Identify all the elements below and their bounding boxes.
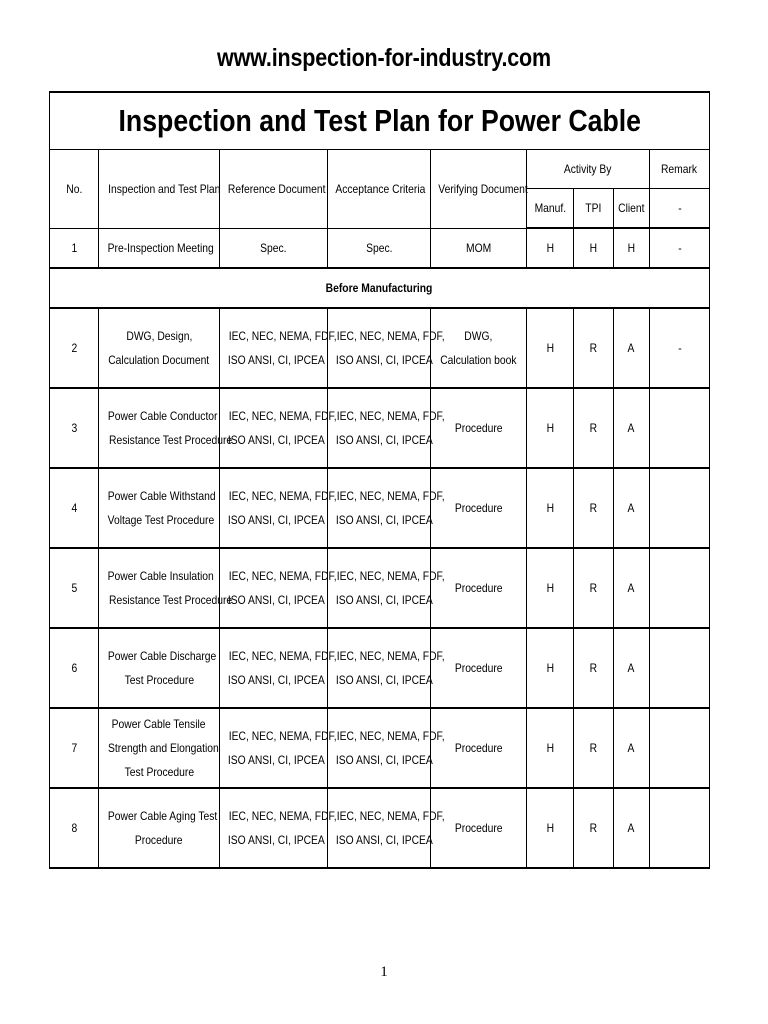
- row-acceptance: [328, 788, 445, 868]
- row-reference-line: IEC, NEC, NEMA, FDF,: [228, 649, 337, 663]
- header-client-label: Client: [618, 201, 645, 215]
- row-reference-line: IEC, NEC, NEMA, FDF,: [228, 729, 337, 743]
- row-tpi: [574, 308, 614, 388]
- row-plan-line: Resistance Test Procedure: [109, 433, 233, 447]
- row-manuf-text: H: [546, 821, 554, 835]
- row-plan-line: Power Cable Withstand: [107, 489, 216, 503]
- table-row: [50, 228, 710, 268]
- row-reference: [220, 228, 328, 268]
- row-tpi-text: R: [589, 741, 598, 755]
- row-no-text: 8: [71, 821, 77, 835]
- header-remark-sub-label: -: [677, 201, 682, 215]
- row-plan: [99, 468, 220, 548]
- header-verifying-label: Verifying Document: [438, 181, 528, 196]
- row-acceptance-line: ISO ANSI, CI, IPCEA: [335, 753, 433, 767]
- row-no: [50, 468, 99, 548]
- row-acceptance-line: IEC, NEC, NEMA, FDF,: [336, 409, 445, 423]
- row-tpi-text: R: [589, 661, 598, 675]
- row-verifying: [431, 468, 527, 548]
- header-acceptance-label: Acceptance Criteria: [335, 181, 426, 196]
- row-verifying-line: Procedure: [454, 661, 503, 675]
- row-verifying: [431, 388, 527, 468]
- row-no: [50, 308, 99, 388]
- row-remark: [650, 308, 710, 388]
- row-manuf-text: H: [546, 661, 554, 675]
- row-acceptance: [328, 628, 445, 708]
- row-manuf: [527, 468, 574, 548]
- row-reference: [220, 628, 337, 708]
- row-acceptance-line: ISO ANSI, CI, IPCEA: [335, 833, 433, 847]
- row-reference-line: ISO ANSI, CI, IPCEA: [227, 593, 325, 607]
- row-verifying-line: Procedure: [454, 421, 503, 435]
- row-plan-line: Test Procedure: [124, 673, 194, 687]
- row-reference-line: ISO ANSI, CI, IPCEA: [227, 433, 325, 447]
- row-plan: [99, 308, 220, 388]
- row-manuf: [527, 708, 574, 788]
- row-verifying-line: Calculation book: [440, 353, 517, 367]
- row-plan-line: Power Cable Conductor: [107, 409, 218, 423]
- row-acceptance: [328, 388, 445, 468]
- section-label: Before Manufacturing: [326, 281, 433, 295]
- row-verifying: [431, 308, 527, 388]
- row-no: [50, 708, 99, 788]
- row-reference: [220, 388, 337, 468]
- row-manuf: [527, 228, 574, 268]
- table-row: [50, 788, 710, 868]
- row-acceptance-line: IEC, NEC, NEMA, FDF,: [336, 809, 445, 823]
- row-acceptance-line: ISO ANSI, CI, IPCEA: [335, 673, 433, 687]
- table-row: [50, 308, 710, 388]
- row-tpi-text: H: [589, 241, 598, 255]
- site-url: www.inspection-for-industry.com: [217, 44, 551, 72]
- header-tpi: [574, 189, 614, 229]
- row-plan-line: DWG, Design,: [126, 329, 192, 343]
- row-tpi: [574, 708, 614, 788]
- row-client-text: A: [628, 581, 635, 595]
- table-title-cell: [50, 92, 710, 150]
- row-acceptance-line: IEC, NEC, NEMA, FDF,: [336, 489, 445, 503]
- row-verifying: [431, 708, 527, 788]
- row-client: [614, 468, 650, 548]
- row-acceptance-line: IEC, NEC, NEMA, FDF,: [336, 569, 445, 583]
- row-manuf-text: H: [546, 421, 554, 435]
- row-verifying: [431, 548, 527, 628]
- row-no-text: 2: [71, 341, 77, 355]
- section-row: [50, 268, 710, 308]
- header-activity-by-label: Activity By: [564, 162, 612, 176]
- row-verifying-line: DWG,: [464, 329, 493, 343]
- row-reference: [220, 308, 337, 388]
- table-row: [50, 628, 710, 708]
- header-reference: [220, 150, 328, 229]
- row-acceptance-line: ISO ANSI, CI, IPCEA: [335, 433, 433, 447]
- header-tpi-label: TPI: [585, 201, 602, 215]
- row-plan: [99, 388, 233, 468]
- row-reference: [220, 788, 337, 868]
- row-plan-line: Test Procedure: [124, 765, 194, 779]
- row-plan: [99, 548, 233, 628]
- row-acceptance: [328, 228, 431, 268]
- row-verifying-line: Procedure: [454, 501, 503, 515]
- row-remark: [650, 468, 710, 548]
- header-remark: [650, 150, 710, 189]
- row-acceptance-line: ISO ANSI, CI, IPCEA: [335, 593, 433, 607]
- row-verifying-line: Procedure: [454, 821, 503, 835]
- row-client: [614, 548, 650, 628]
- row-plan-line: Strength and Elongation: [108, 741, 219, 755]
- row-remark: [650, 788, 710, 868]
- row-manuf-text: H: [546, 341, 554, 355]
- row-plan: [99, 788, 220, 868]
- table-title: Inspection and Test Plan for Power Cable: [118, 103, 641, 138]
- row-no-text: 4: [71, 501, 77, 515]
- header-plan: [99, 150, 220, 229]
- row-plan-line: Power Cable Insulation: [107, 569, 214, 583]
- row-reference-line: ISO ANSI, CI, IPCEA: [227, 673, 325, 687]
- row-tpi: [574, 468, 614, 548]
- table-row: [50, 468, 710, 548]
- table-row: [50, 548, 710, 628]
- row-tpi-text: R: [589, 421, 598, 435]
- row-acceptance-line: ISO ANSI, CI, IPCEA: [335, 353, 433, 367]
- header-manuf: [527, 189, 574, 229]
- row-acceptance-line: ISO ANSI, CI, IPCEA: [335, 513, 433, 527]
- row-reference-line: ISO ANSI, CI, IPCEA: [227, 833, 325, 847]
- row-no-text: 6: [71, 661, 77, 675]
- row-plan: [99, 628, 220, 708]
- header-acceptance: [328, 150, 431, 229]
- row-tpi: [574, 388, 614, 468]
- row-acceptance: [328, 548, 445, 628]
- row-no: [50, 628, 99, 708]
- row-manuf: [527, 388, 574, 468]
- row-acceptance: [328, 468, 445, 548]
- header-remark-sub: [650, 189, 710, 229]
- row-client: [614, 228, 650, 268]
- table-row: [50, 388, 710, 468]
- row-manuf-text: H: [546, 741, 554, 755]
- row-manuf-text: H: [546, 501, 554, 515]
- row-no: [50, 548, 99, 628]
- row-verifying: [431, 628, 527, 708]
- row-plan-text: Pre-Inspection Meeting: [107, 240, 214, 255]
- row-tpi-text: R: [589, 341, 598, 355]
- row-plan-line: Procedure: [135, 833, 183, 847]
- row-verifying: [431, 228, 527, 268]
- row-client-text: A: [628, 821, 635, 835]
- row-client-text: A: [628, 341, 635, 355]
- row-remark: [650, 708, 710, 788]
- row-no-text: 3: [71, 421, 77, 435]
- header-manuf-label: Manuf.: [534, 201, 566, 215]
- header-plan-label: Inspection and Test Plan: [108, 181, 221, 196]
- header-verifying: [431, 150, 527, 229]
- row-no-text: 5: [71, 581, 77, 595]
- row-client-text: H: [627, 241, 636, 255]
- row-no-text: 1: [71, 240, 77, 255]
- row-plan-line: Power Cable Tensile: [112, 717, 206, 731]
- row-reference: [220, 468, 337, 548]
- row-reference-line: IEC, NEC, NEMA, FDF,: [228, 569, 337, 583]
- row-client-text: A: [628, 501, 635, 515]
- row-client-text: A: [628, 661, 635, 675]
- row-remark: [650, 628, 710, 708]
- row-tpi: [574, 228, 614, 268]
- row-acceptance-line: IEC, NEC, NEMA, FDF,: [336, 729, 445, 743]
- header-activity-by: [527, 150, 650, 189]
- row-plan-line: Voltage Test Procedure: [107, 513, 215, 527]
- row-tpi: [574, 548, 614, 628]
- row-remark: [650, 548, 710, 628]
- row-acceptance-text: Spec.: [365, 240, 393, 255]
- header-client: [614, 189, 650, 229]
- row-acceptance: [328, 708, 445, 788]
- row-plan-line: Power Cable Discharge: [107, 649, 217, 663]
- row-no: [50, 788, 99, 868]
- row-verifying-text: MOM: [465, 240, 492, 255]
- row-reference-line: IEC, NEC, NEMA, FDF,: [228, 809, 337, 823]
- row-reference-line: IEC, NEC, NEMA, FDF,: [228, 329, 337, 343]
- row-client: [614, 308, 650, 388]
- page-number: 1: [380, 964, 388, 980]
- inspection-test-plan-table: [49, 91, 710, 869]
- row-verifying: [431, 788, 527, 868]
- row-no: [50, 388, 99, 468]
- row-reference-line: IEC, NEC, NEMA, FDF,: [228, 409, 337, 423]
- row-remark: [650, 388, 710, 468]
- row-manuf: [527, 788, 574, 868]
- row-acceptance-line: IEC, NEC, NEMA, FDF,: [336, 329, 445, 343]
- row-tpi: [574, 628, 614, 708]
- row-client: [614, 708, 650, 788]
- row-acceptance-line: IEC, NEC, NEMA, FDF,: [336, 649, 445, 663]
- row-remark-text: -: [677, 241, 682, 255]
- row-reference-line: IEC, NEC, NEMA, FDF,: [228, 489, 337, 503]
- row-client: [614, 788, 650, 868]
- row-reference-line: ISO ANSI, CI, IPCEA: [227, 353, 325, 367]
- row-verifying-line: Procedure: [454, 741, 503, 755]
- header-no-label: No.: [65, 181, 83, 196]
- row-acceptance: [328, 308, 445, 388]
- row-plan: [99, 708, 220, 788]
- row-no-text: 7: [71, 741, 77, 755]
- row-manuf-text: H: [546, 581, 554, 595]
- row-reference-line: ISO ANSI, CI, IPCEA: [227, 753, 325, 767]
- row-tpi-text: R: [589, 501, 598, 515]
- section-cell: [50, 268, 710, 308]
- row-plan-line: Resistance Test Procedure: [109, 593, 233, 607]
- row-reference-line: ISO ANSI, CI, IPCEA: [227, 513, 325, 527]
- row-reference: [220, 708, 337, 788]
- row-manuf-text: H: [546, 241, 554, 255]
- row-client-text: A: [628, 741, 635, 755]
- row-plan-line: Power Cable Aging Test: [107, 809, 218, 823]
- row-plan-line: Calculation Document: [108, 353, 210, 367]
- row-no: [50, 228, 99, 268]
- row-manuf: [527, 548, 574, 628]
- row-tpi-text: R: [589, 581, 598, 595]
- row-client: [614, 388, 650, 468]
- row-verifying-line: Procedure: [454, 581, 503, 595]
- row-manuf: [527, 628, 574, 708]
- table-row: [50, 708, 710, 788]
- row-client: [614, 628, 650, 708]
- row-tpi-text: R: [589, 821, 598, 835]
- row-plan: [99, 228, 220, 268]
- row-reference-text: Spec.: [260, 240, 287, 255]
- header-remark-label: Remark: [661, 162, 698, 176]
- row-reference: [220, 548, 337, 628]
- row-client-text: A: [628, 421, 635, 435]
- row-tpi: [574, 788, 614, 868]
- row-manuf: [527, 308, 574, 388]
- row-remark-text: -: [677, 341, 682, 355]
- header-no: [50, 150, 99, 229]
- header-reference-label: Reference Document: [227, 181, 326, 196]
- row-remark: [650, 228, 710, 268]
